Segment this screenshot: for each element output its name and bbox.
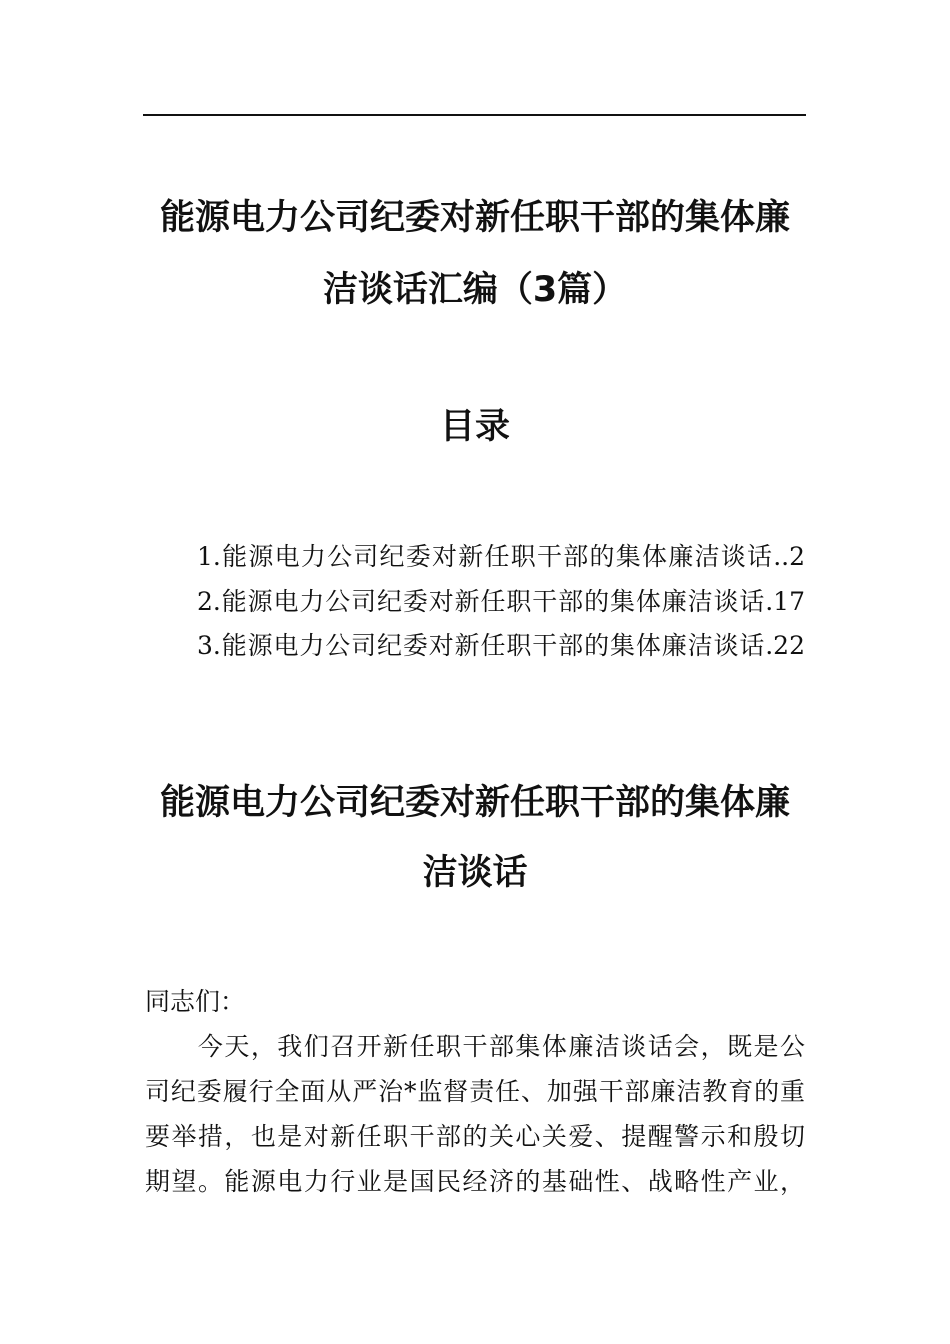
paragraph-line: 今天，我们召开新任职干部集体廉洁谈话会，既是公: [145, 1032, 805, 1061]
paragraph-line: 要举措，也是对新任职干部的关心关爱、提醒警示和殷切: [145, 1122, 805, 1151]
toc-entry[interactable]: 1.能源电力公司纪委对新任职干部的集体廉洁谈话..2: [197, 542, 805, 571]
toc-heading: 目录: [439, 407, 510, 447]
document-title-line-2: 洁谈话汇编（3篇）: [322, 270, 628, 310]
toc-entry[interactable]: 2.能源电力公司纪委对新任职干部的集体廉洁谈话.17: [197, 587, 805, 616]
section-title-line-2: 洁谈话: [422, 853, 528, 893]
paragraph-line: 期望。能源电力行业是国民经济的基础性、战略性产业，: [145, 1167, 805, 1196]
document-title-line-1: 能源电力公司纪委对新任职干部的集体廉: [159, 198, 790, 238]
section-title-line-1: 能源电力公司纪委对新任职干部的集体廉: [159, 783, 790, 823]
salutation: 同志们：: [145, 987, 246, 1016]
toc-entry[interactable]: 3.能源电力公司纪委对新任职干部的集体廉洁谈话.22: [197, 631, 805, 660]
header-rule: [143, 114, 806, 116]
paragraph-line: 司纪委履行全面从严治*监督责任、加强干部廉洁教育的重: [145, 1077, 805, 1106]
